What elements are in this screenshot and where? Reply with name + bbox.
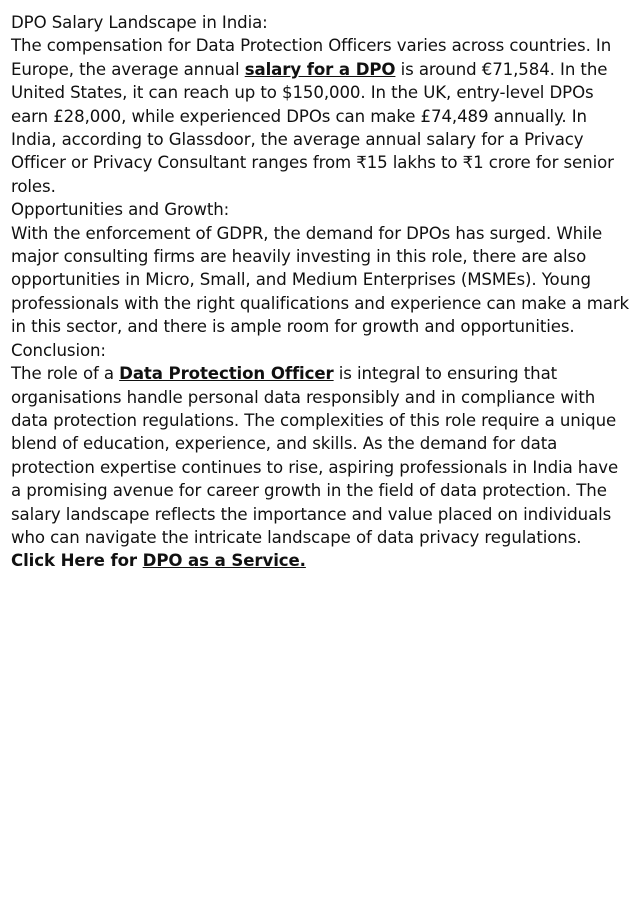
data-protection-officer-link[interactable]: Data Protection Officer — [119, 364, 334, 384]
cta-prefix: Click Here for — [11, 551, 143, 571]
salary-paragraph — [11, 34, 633, 198]
document-body — [11, 11, 633, 573]
conclusion-text-start: The role of a — [11, 364, 120, 384]
salary-for-dpo-link[interactable]: salary for a DPO — [244, 59, 396, 79]
conclusion-heading: Conclusion: — [11, 340, 106, 360]
dpo-as-a-service-link[interactable]: DPO as a Service. — [142, 551, 306, 571]
salary-heading: DPO Salary Landscape in India: — [11, 13, 268, 32]
call-to-action — [11, 549, 633, 572]
conclusion-text-end: is integral to ensuring that organisations handle personal data responsibly and in compliance with data protection regulations. The complexities of this role require a unique blend of education, experience, and skills. As the demand for data protection expertise continues to rise, aspiring professionals in India have a promising avenue for career growth in the field of data protection. The salary landscape reflects the importance and value placed on individuals who can navigate the intricate landscape of data privacy regulations. — [11, 364, 619, 547]
growth-paragraph: With the enforcement of GDPR, the demand for DPOs has surged. While major consulting firms are heavily investing in this role, there are also opportunities in Micro, Small, and Medium Enterprises (MSMEs). Young professionals with the right qualifications and experience can make a mark in this sector, and there is ample room for growth and opportunities. — [11, 223, 630, 337]
salary-text-end: is around €71,584. In the United States, it can reach up to $150,000. In the UK, entry-level DPOs earn £28,000, while experienced DPOs can make £74,489 annually. In India, according to Glassdoor, the average annual salary for a Privacy Officer or Privacy Consultant ranges from ₹15 lakhs to ₹1 crore for senior roles. — [11, 59, 614, 196]
growth-heading: Opportunities and Growth: — [11, 200, 230, 220]
salary-text-start: The compensation for Data Protection Officers varies across countries. In Europe, the average annual — [11, 36, 612, 79]
conclusion-paragraph — [11, 362, 633, 549]
